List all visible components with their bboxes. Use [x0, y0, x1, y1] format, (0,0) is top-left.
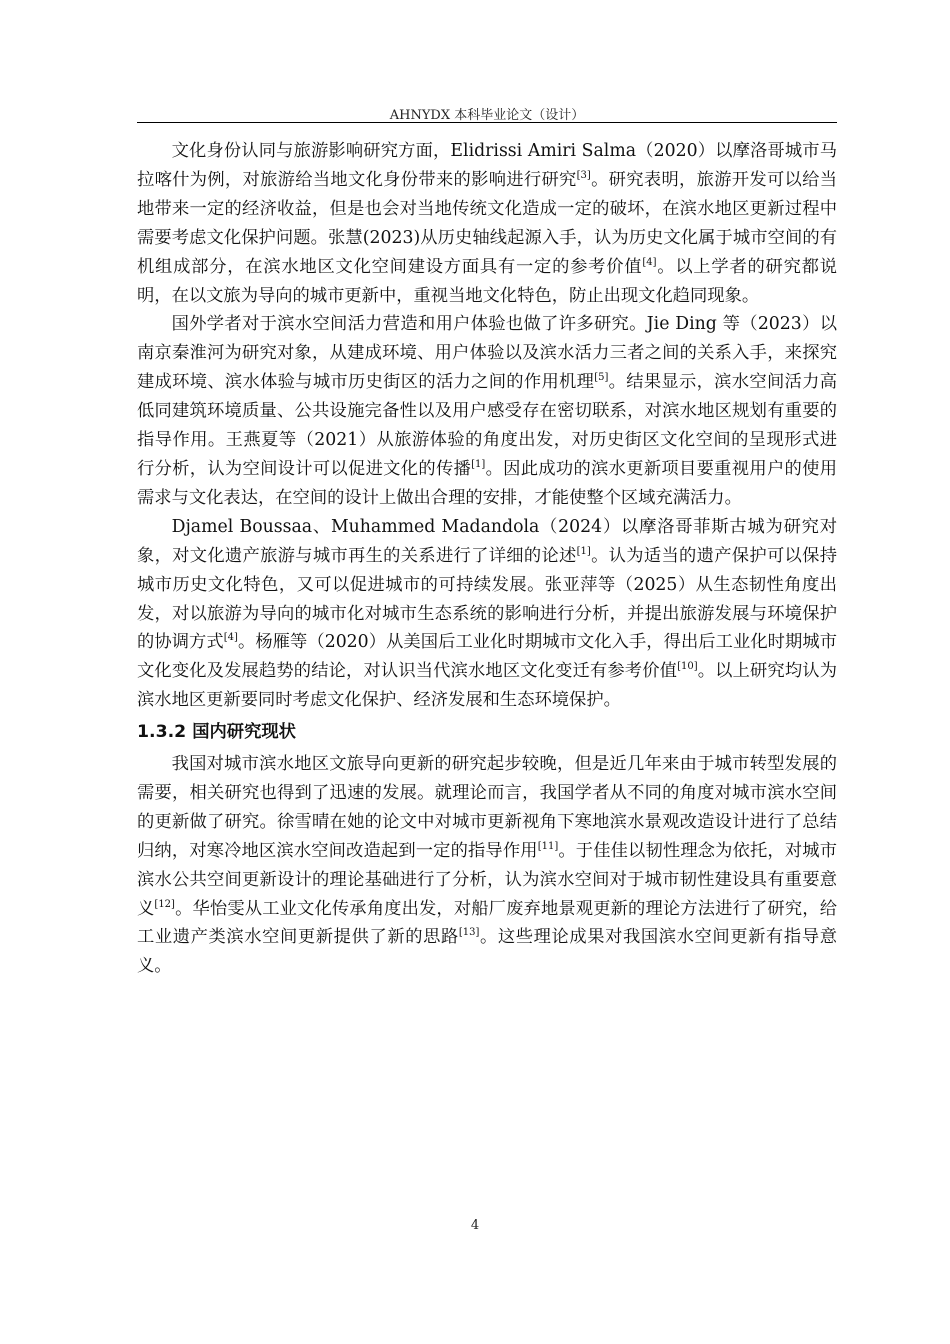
text-run: 。因此成功的滨水更新项目要重视用户的使用需求与文化表达，在空间的设计上做出合理的安排，才能使整个区域充满活力。	[137, 458, 837, 508]
text-run: 我国对城市滨水地区文旅导向更新的研究起步较晚，但是近几年来由于城市转型发展的需要，相关研究也得到了迅速的发展。就理论而言，我国学者从不同的角度对城市滨水空间的更新做了研究。徐雪晴在她的论文中对城市更新视角下寒地滨水景观改造设计进行了总结归纳，对寒冷地区滨水空间改造起到一定的指导作用	[137, 754, 837, 861]
citation-ref: [13]	[458, 927, 480, 939]
citation-ref: [4]	[642, 256, 657, 268]
paragraph-waterfront-vitality	[137, 310, 837, 512]
text-run: 。这些理论成果对我国滨水空间更新有指导意义。	[137, 927, 837, 977]
citation-ref: [10]	[677, 661, 698, 673]
text-run: 。以上学者的研究都说明，在以文旅为导向的城市更新中，重视当地文化特色，防止出现文化趋同现象。	[137, 256, 837, 306]
citation-ref: [4]	[223, 632, 238, 644]
paragraph-cultural-identity	[137, 137, 837, 310]
citation-ref: [5]	[594, 372, 609, 384]
text-run: 。以上研究均认为滨水地区更新要同时考虑文化保护、经济发展和生态环境保护。	[137, 661, 837, 711]
text-run: 。认为适当的遗产保护可以保持城市历史文化特色，又可以促进城市的可持续发展。张亚萍等（2025）从生态韧性角度出发，对以旅游为导向的城市化对城市生态系统的影响进行分析，并提出旅游发展与环境保护的协调方式	[137, 545, 837, 653]
page-number: 4	[470, 1218, 480, 1233]
text-run: Djamel Boussaa、Muhammed Madandola（2024）以摩洛哥菲斯古城为研究对象，对文化遗产旅游与城市再生的关系进行了详细的论述	[137, 516, 837, 566]
text-run: 。结果显示，滨水空间活力高低同建筑环境质量、公共设施完备性以及用户感受存在密切联系，对滨水地区规划有重要的指导作用。王燕夏等（2021）从旅游体验的角度出发，对历史街区文化空间的呈现形式进行分析，认为空间设计可以促进文化的传播	[137, 372, 837, 479]
text-run: 文化身份认同与旅游影响研究方面，Elidrissi Amiri Salma（2020）以摩洛哥城市马拉喀什为例，对旅游给当地文化身份带来的影响进行研究	[137, 141, 837, 190]
text-run: 国外学者对于滨水空间活力营造和用户体验也做了许多研究。Jie Ding 等（2023）以南京秦淮河为研究对象，从建成环境、用户体验以及滨水活力三者之间的关系入手，来探究建成环境、滨水体验与城市历史街区的活力之间的作用机理	[137, 314, 837, 393]
running-header: AHNYDX 本科毕业论文（设计）	[389, 108, 585, 123]
section-heading: 1.3.2 国内研究现状	[137, 722, 296, 743]
paragraph-heritage-tourism	[137, 513, 837, 715]
document-body	[137, 137, 837, 981]
text-run: 。研究表明，旅游开发可以给当地带来一定的经济收益，但是也会对当地传统文化造成一定的破坏，在滨水地区更新过程中需要考虑文化保护问题。张慧(2023)从历史轴线起源入手，认为历史文化属于城市空间的有机组成部分，在滨水地区文化空间建设方面具有一定的参考价值	[137, 169, 837, 277]
citation-ref: [12]	[154, 898, 175, 910]
text-run: 。杨雁等（2020）从美国后工业化时期城市文化入手，得出后工业化时期城市文化变化及发展趋势的结论，对认识当代滨水地区文化变迁有参考价值	[137, 632, 837, 682]
citation-ref: [1]	[471, 459, 486, 471]
text-run: 。于佳佳以韧性理念为依托，对城市滨水公共空间更新设计的理论基础进行了分析，认为滨水空间对于城市韧性建设具有重要意义	[137, 840, 837, 919]
citation-ref: [11]	[537, 840, 559, 852]
citation-ref: [1]	[576, 545, 591, 557]
text-run: 。华怡雯从工业文化传承角度出发，对船厂废弃地景观更新的理论方法进行了研究，给工业遗产类滨水空间更新提供了新的思路	[137, 898, 837, 948]
paragraph-domestic-research	[137, 750, 837, 981]
citation-ref: [3]	[576, 170, 591, 182]
header-rule	[137, 122, 837, 123]
